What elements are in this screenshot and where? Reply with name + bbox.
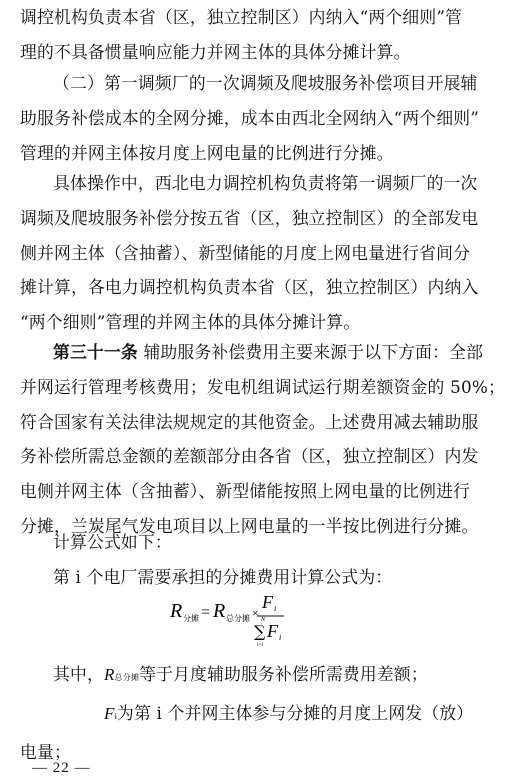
formula-equals: =	[201, 604, 211, 621]
text-line: 调频及爬坡服务补偿分按五省（区，独立控制区）的全部发电	[20, 207, 479, 228]
text-span: 为第 i 个并网主体参与分摊的月度上网发（放）	[117, 702, 474, 723]
text-span: 等于月度辅助服务补偿所需费用差额；	[139, 664, 428, 684]
text-line: 调控机构负责本省（区，独立控制区）内纳入“两个细则”管	[20, 7, 463, 27]
text-line: 符合国家有关法律法规规定的其他资金。上述费用减去辅助服	[20, 411, 479, 432]
formula-F: F	[267, 621, 278, 641]
formula-R: R	[213, 600, 226, 622]
text-line: 理的不具备惯量响应能力并网主体的具体分摊计算。	[20, 41, 411, 62]
formula-sub: 总分摊	[226, 614, 250, 623]
text-line: 摊计算，各电力调控机构负责本省（区，独立控制区）内纳入	[20, 277, 479, 298]
article-heading: 第三十一条	[53, 342, 138, 362]
paragraph-formula-intro	[20, 525, 498, 595]
text-line: 电量；	[20, 741, 71, 762]
text-line: 务补偿所需总金额的差额部分由各省（区，独立控制区）内发	[20, 446, 479, 467]
text-span: 辅助服务补偿费用主要来源于以下方面：全部	[137, 342, 484, 362]
formula-times: ×	[252, 606, 259, 620]
page-number: — 22 —	[32, 760, 91, 776]
text-line: 电侧并网主体（含抽蓄）、新型储能按照上网电量的比例进行	[20, 481, 471, 502]
text-line: 助服务补偿成本的全网分摊，成本由西北全网纳入“两个细则”	[20, 107, 480, 128]
paragraph-continued	[20, 0, 498, 70]
text-line: 具体操作中，西北电力调控机构负责将第一调频厂的一次	[53, 173, 478, 193]
var-R: R	[103, 665, 115, 684]
text-line: 并网运行管理考核费用；发电机组调试运行期差额资金的 50%；	[20, 376, 505, 397]
var-sub: i	[114, 711, 118, 721]
text-span: 其中，	[53, 664, 104, 684]
text-line: 分摊，兰炭尾气发电项目以上网电量的一半按比例进行分摊。	[20, 515, 479, 536]
paragraph-operation	[20, 166, 498, 340]
formula-R: R	[170, 600, 183, 622]
formula-sub: 分摊	[183, 614, 199, 623]
text-line: “两个细则”管理的并网主体的具体分摊计算。	[20, 312, 361, 333]
text-line	[20, 657, 498, 696]
text-line	[20, 696, 498, 735]
formula-F: F	[262, 592, 273, 612]
text-line: 第 i 个电厂需要承担的分摊费用计算公式为：	[53, 566, 393, 587]
text-line: （二）第一调频厂的一次调频及爬坡服务补偿项目开展辅	[53, 73, 478, 93]
paragraph-article-31	[20, 335, 505, 544]
sum-symbol: ∑	[254, 622, 266, 641]
cost-allocation-formula	[168, 590, 348, 660]
var-F: F	[104, 703, 115, 723]
text-line: 侧并网主体（含抽蓄）、新型储能的月度上网电量进行省间分	[20, 242, 471, 263]
var-sub: 总分摊	[114, 673, 140, 682]
sum-upper: N	[261, 617, 266, 623]
text-line	[20, 335, 498, 370]
paragraph-definitions	[20, 657, 498, 769]
formula-index: i	[274, 604, 277, 613]
text-line: 计算公式如下：	[53, 532, 172, 552]
text-line: 管理的并网主体按月度上网电量的比例进行分摊。	[20, 142, 394, 163]
sum-lower: i=1	[257, 643, 264, 648]
paragraph-section-two	[20, 66, 498, 170]
formula-index: i	[279, 633, 282, 642]
